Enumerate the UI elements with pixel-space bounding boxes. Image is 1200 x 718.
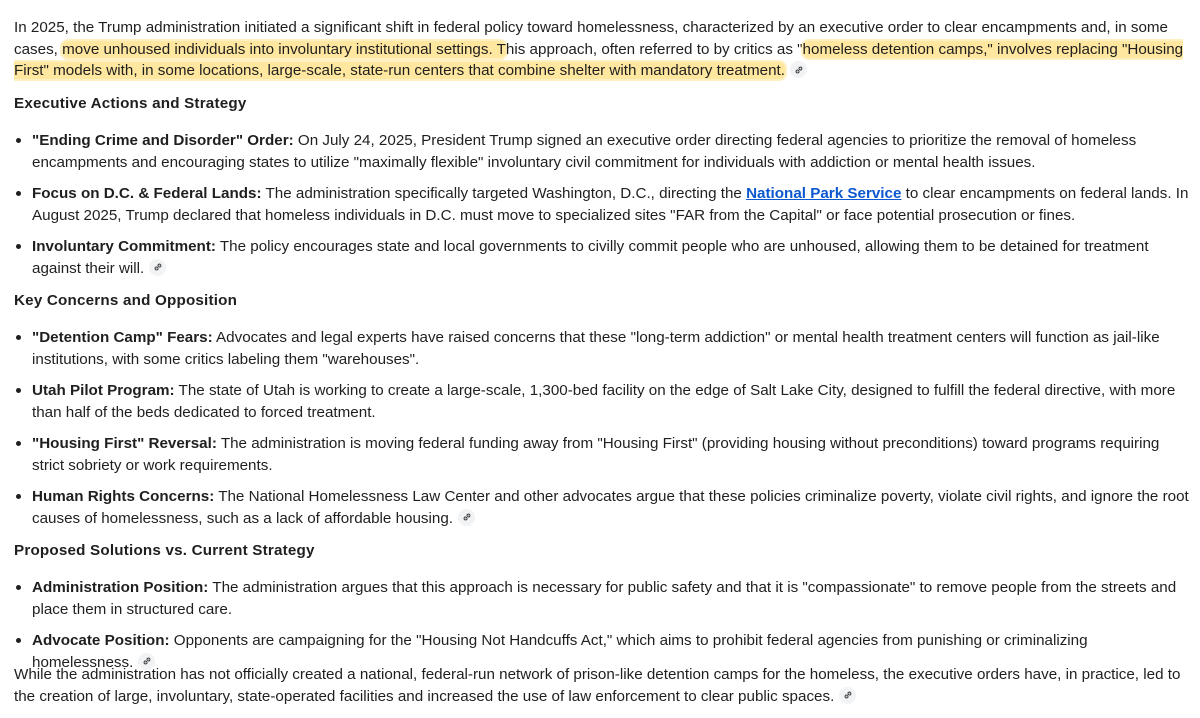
item-text: to clear encampments on federal lands. In August 2025, Trump declared that homeless individuals in D.C. must move to specialized sites "FAR from the Capital" or face potential prosecution or fines.	[32, 185, 1189, 224]
intro-highlight-1: move unhoused individuals into involuntary institutional settings. T	[62, 40, 506, 58]
link-icon[interactable]	[458, 509, 475, 526]
item-lead: Human Rights Concerns:	[32, 488, 215, 505]
item-lead: "Housing First" Reversal:	[32, 435, 217, 452]
outro-text: While the administration has not officially created a national, federal-run network of prison-like detention camps for the homeless, the executive orders have, in practice, led to the creation of large, involuntary, state-operated facilities and increased the use of law enforcement to clear public spaces.	[14, 666, 1181, 705]
item-lead: "Ending Crime and Disorder" Order:	[32, 132, 294, 149]
section-heading: Proposed Solutions vs. Current Strategy	[14, 542, 315, 559]
link-icon[interactable]	[149, 259, 166, 276]
list-item	[32, 486, 1190, 529]
intro-text-1: In 2025, the Trump administration initiated a significant shift in federal policy toward homelessness, characterized by an executive order to clear encampments and, in some cases,	[14, 19, 1169, 58]
section-heading: Executive Actions and Strategy	[14, 95, 247, 112]
list-item	[32, 327, 1190, 370]
link-icon[interactable]	[790, 61, 807, 78]
item-text: The administration is moving federal funding away from "Housing First" (providing housing without preconditions) toward programs requiring strict sobriety or work requirements.	[32, 435, 1160, 474]
item-text: On July 24, 2025, President Trump signed an executive order directing federal agencies to prioritize the removal of homeless encampments and encouraging states to utilize "maximally flexible" involuntary civil commitment for individuals with addiction or mental health issues.	[32, 132, 1137, 171]
list-item	[32, 380, 1190, 423]
item-text: The state of Utah is working to create a large-scale, 1,300-bed facility on the edge of Salt Lake City, designed to fulfill the federal directive, with more than half of the beds dedicated to forced treatment.	[32, 382, 1176, 421]
item-text: The National Homelessness Law Center and other advocates argue that these policies criminalize poverty, violate civil rights, and ignore the root causes of homelessness, such as a lack of affordable housing.	[32, 488, 1189, 527]
item-text: Opponents are campaigning for the "Housing Not Handcuffs Act," which aims to prohibit federal agencies from punishing or criminalizing homelessness.	[32, 632, 1088, 671]
item-text: The administration argues that this approach is necessary for public safety and that it is "compassionate" to remove people from the streets and place them in structured care.	[32, 579, 1177, 618]
item-text: The administration specifically targeted Washington, D.C., directing the	[261, 185, 747, 202]
item-lead: Utah Pilot Program:	[32, 382, 175, 399]
bullet-list	[14, 130, 1190, 289]
item-lead: Involuntary Commitment:	[32, 238, 216, 255]
intro-text-2: his approach, often referred to by critics as "	[505, 40, 803, 58]
national-park-service-link[interactable]: National Park Service	[746, 185, 902, 202]
item-lead: "Detention Camp" Fears:	[32, 329, 213, 346]
item-text: The policy encourages state and local governments to civilly commit people who are unhoused, allowing them to be detained for treatment against their will.	[32, 238, 1149, 277]
item-lead: Focus on D.C. & Federal Lands:	[32, 185, 262, 202]
intro-highlight-2: homeless detention camps," involves replacing "Housing First" models with, in some locations, large-scale, state-run centers that combine shelter with mandatory treatment.	[14, 40, 1184, 79]
bullet-list	[14, 327, 1190, 539]
list-item	[32, 130, 1190, 173]
outro-paragraph	[14, 664, 1190, 707]
list-item	[32, 236, 1190, 279]
list-item	[32, 183, 1190, 226]
link-icon[interactable]	[839, 687, 856, 704]
list-item	[32, 433, 1190, 476]
list-item	[32, 577, 1190, 620]
item-lead: Advocate Position:	[32, 632, 170, 649]
intro-paragraph	[14, 17, 1190, 82]
item-text: Advocates and legal experts have raised concerns that these "long-term addiction" or mental health treatment centers will function as jail-like institutions, with some critics labeling them "warehouses".	[32, 329, 1160, 368]
item-lead: Administration Position:	[32, 579, 209, 596]
section-heading: Key Concerns and Opposition	[14, 292, 238, 309]
